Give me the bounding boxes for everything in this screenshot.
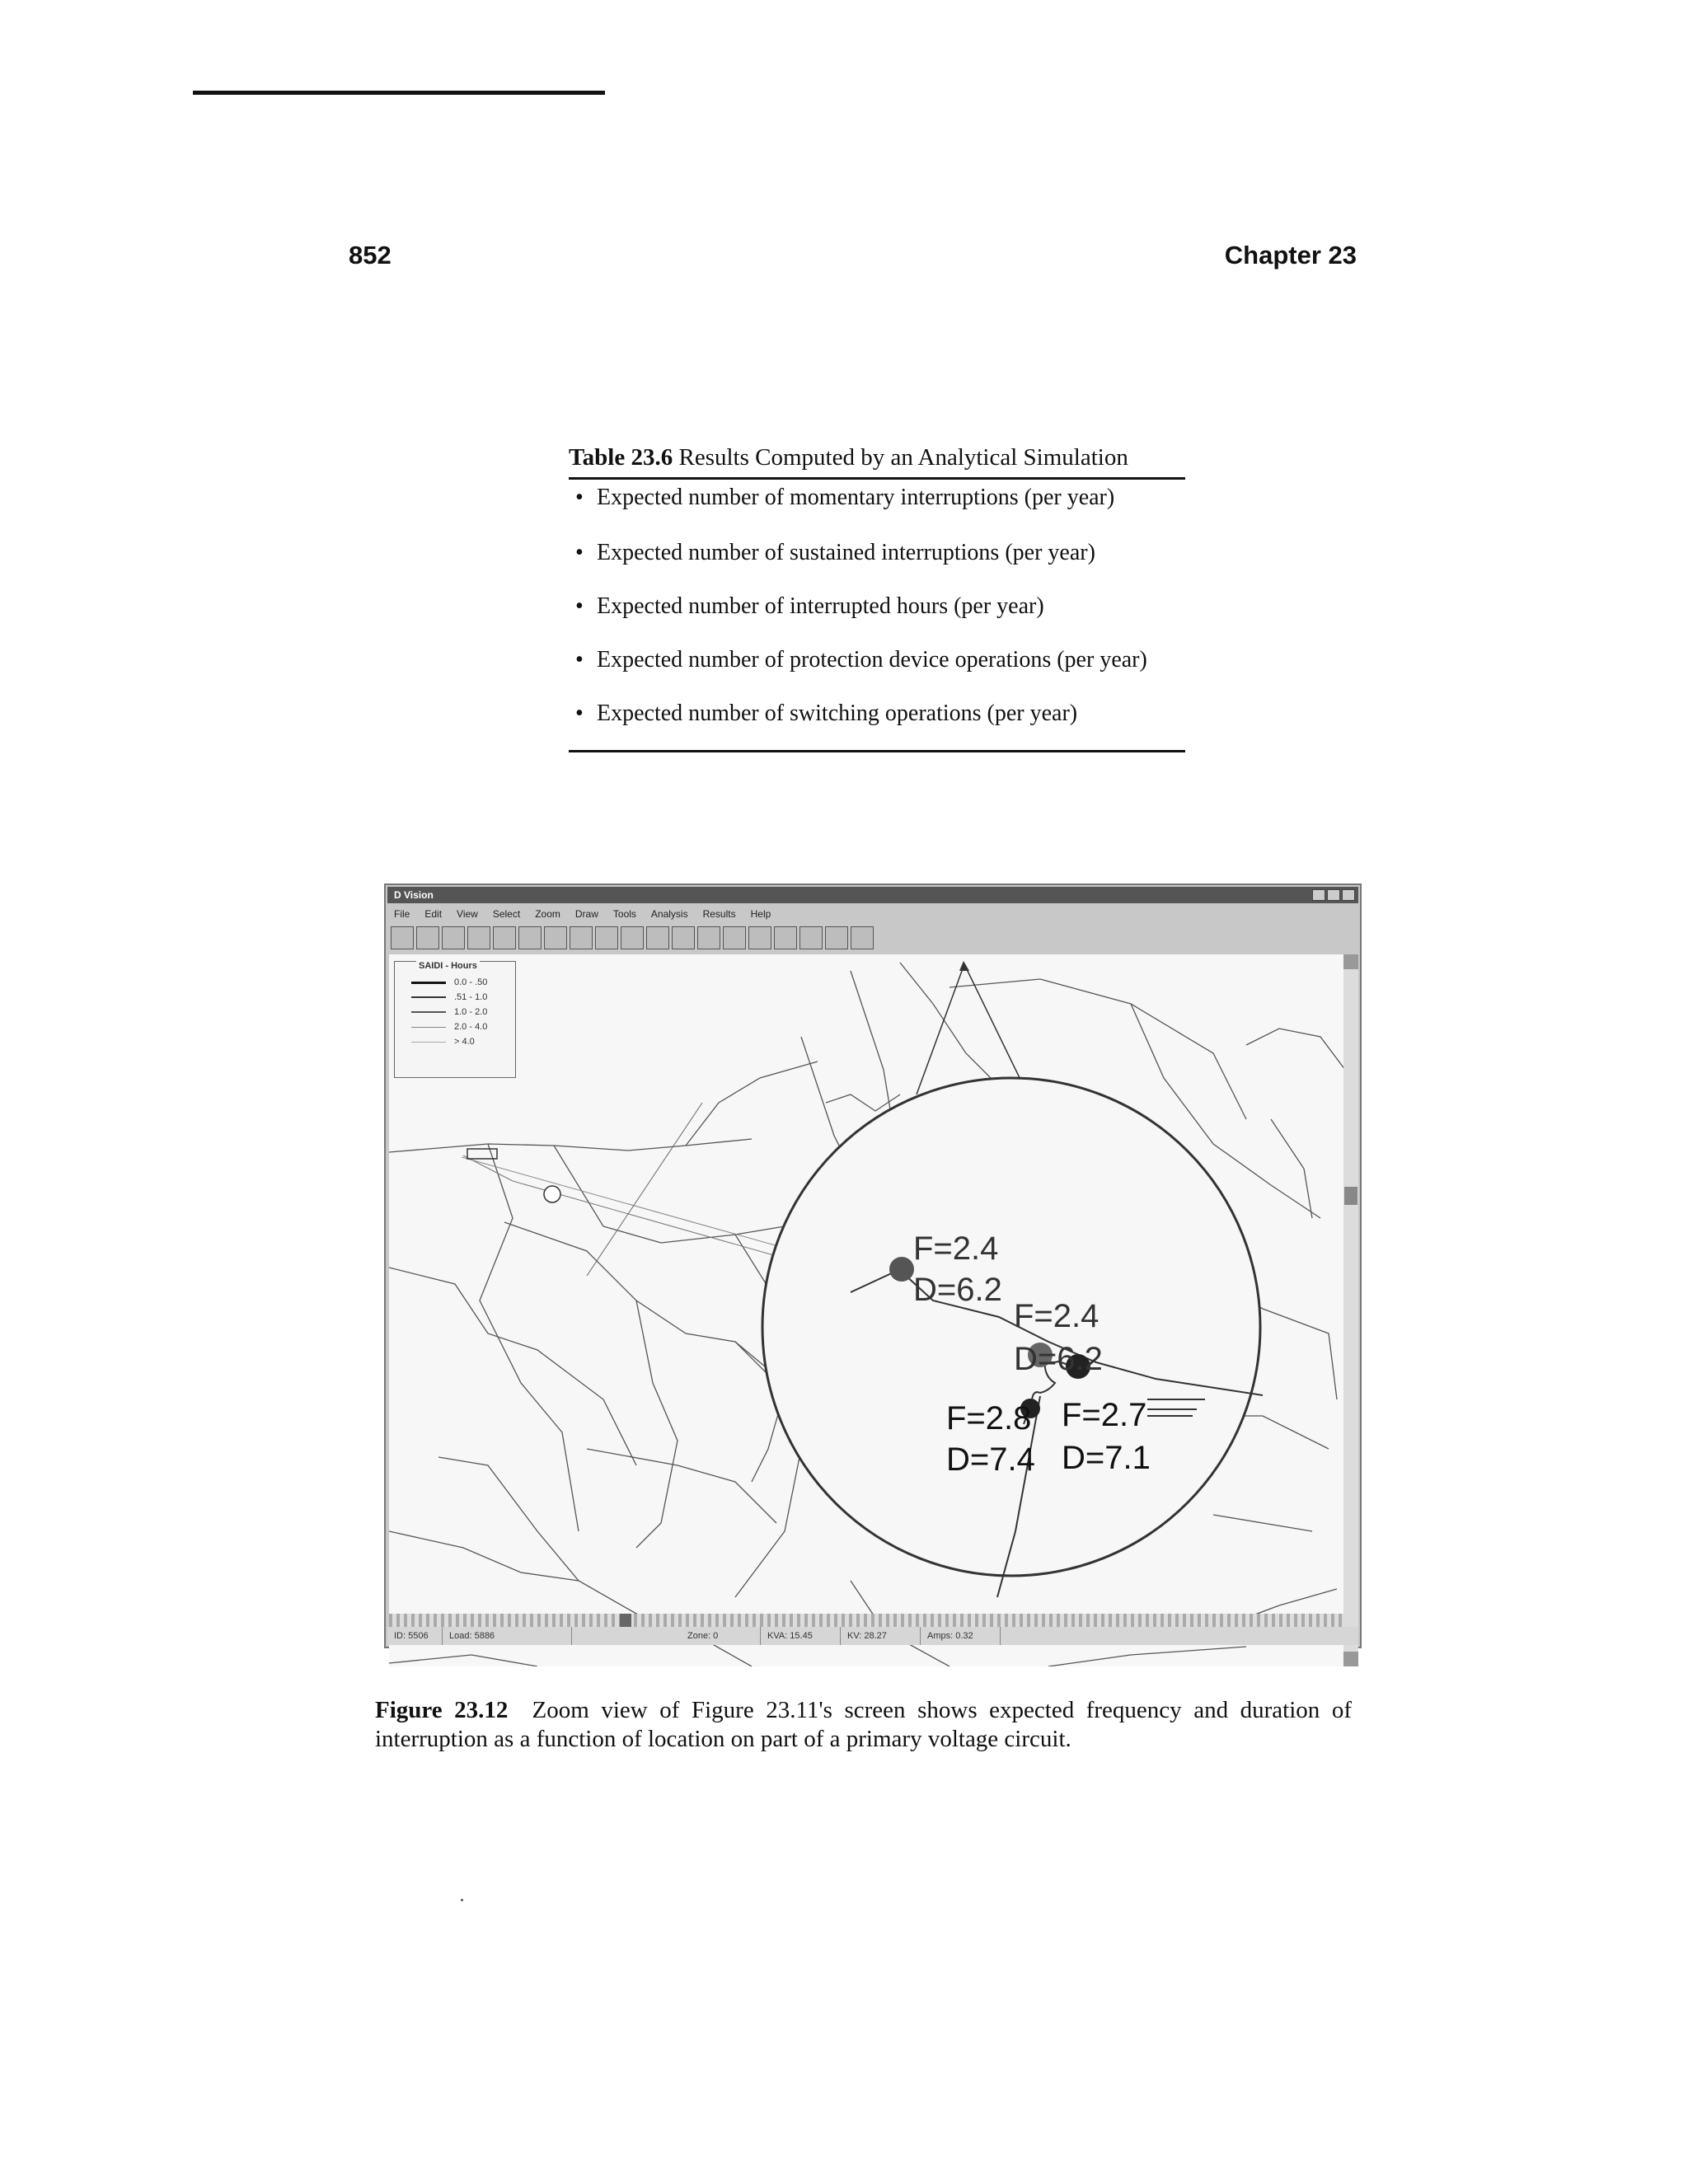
status-load: Load: 5886 xyxy=(443,1627,572,1645)
window-title: D Vision xyxy=(394,889,434,901)
map-view[interactable] xyxy=(389,954,1345,1666)
window-titlebar xyxy=(387,887,1358,903)
table-caption xyxy=(569,441,1185,474)
menu-tools[interactable]: Tools xyxy=(612,908,636,920)
menu-help[interactable]: Help xyxy=(750,908,771,920)
legend-item xyxy=(411,1019,515,1034)
table-label: Table 23.6 xyxy=(569,444,673,471)
legend-label: 1.0 - 2.0 xyxy=(454,1007,488,1017)
results-table xyxy=(569,441,1185,752)
table-item: • Expected number of interrupted hours (per year) xyxy=(569,579,1185,633)
fuse-icon[interactable] xyxy=(646,926,669,949)
status-amps: Amps: 0.32 xyxy=(921,1627,1001,1645)
settings-icon[interactable] xyxy=(825,926,848,949)
table-item: • Expected number of sustained interruptions (per year) xyxy=(569,526,1185,579)
menu-zoom[interactable]: Zoom xyxy=(535,908,560,920)
chapter-header: Chapter 23 xyxy=(1224,241,1357,269)
legend-title: SAIDI - Hours xyxy=(416,961,480,971)
table-bottom-rule xyxy=(569,750,1185,752)
menu-draw[interactable]: Draw xyxy=(574,908,598,920)
switch-icon[interactable] xyxy=(672,926,695,949)
zoom-label-f-1: F=2.4 xyxy=(913,1230,999,1267)
table-item: • Expected number of protection device operations (per year) xyxy=(569,633,1185,687)
legend-label: .51 - 1.0 xyxy=(454,992,488,1002)
figure-label: Figure 23.12 xyxy=(375,1697,509,1723)
breaker-icon[interactable] xyxy=(595,926,618,949)
legend-swatch xyxy=(411,982,446,984)
feeder-map xyxy=(389,954,1345,1666)
legend-swatch xyxy=(411,996,446,998)
status-kv: KV: 28.27 xyxy=(841,1627,921,1645)
horizontal-scroll-thumb[interactable] xyxy=(620,1614,631,1627)
status-kva: KVA: 15.45 xyxy=(761,1627,841,1645)
figure-caption-text: Zoom view of Figure 23.11's screen shows expected frequency and duration of interruption as a function of location on part of a primary voltage circuit. xyxy=(375,1697,1352,1752)
line-alt-icon[interactable] xyxy=(518,926,542,949)
close-icon[interactable] xyxy=(1342,889,1355,901)
legend-label: 2.0 - 4.0 xyxy=(454,1022,488,1032)
legend-swatch xyxy=(411,1027,446,1028)
capacitor-icon[interactable] xyxy=(697,926,720,949)
zoom-label-d-3: D=7.4 xyxy=(946,1441,1035,1478)
zoom-label-f-3: F=2.8 xyxy=(946,1400,1032,1436)
page-number: 852 xyxy=(349,241,392,269)
maximize-icon[interactable] xyxy=(1327,889,1340,901)
zoom-label-d-1: D=6.2 xyxy=(913,1272,1002,1308)
table-items xyxy=(569,481,1185,740)
status-id: ID: 5506 xyxy=(387,1627,443,1645)
scroll-up-icon[interactable] xyxy=(1343,954,1358,969)
legend-item xyxy=(411,975,515,990)
table-top-rule xyxy=(569,477,1185,480)
table-title: Results Computed by an Analytical Simulation xyxy=(678,444,1128,471)
zoom-region-icon[interactable] xyxy=(442,926,465,949)
legend-item xyxy=(411,990,515,1005)
bus-icon[interactable] xyxy=(544,926,567,949)
status-bar xyxy=(387,1627,1358,1645)
menu-analysis[interactable]: Analysis xyxy=(650,908,688,920)
zoom-label-d-4: D=7.1 xyxy=(1062,1440,1151,1476)
zoom-callout xyxy=(762,1078,1263,1597)
zoom-label-d-2: D=6.2 xyxy=(1014,1341,1103,1377)
transformer-icon[interactable] xyxy=(748,926,771,949)
status-zone: Zone: 0 xyxy=(572,1627,761,1645)
legend-label: 0.0 - .50 xyxy=(454,977,488,987)
load-icon[interactable] xyxy=(774,926,797,949)
pointer-icon[interactable] xyxy=(391,926,414,949)
scroll-down-icon[interactable] xyxy=(1343,1652,1358,1666)
top-rule xyxy=(193,91,605,95)
vertical-scroll-thumb[interactable] xyxy=(1344,1187,1357,1205)
regulator-icon[interactable] xyxy=(723,926,746,949)
menu-view[interactable]: View xyxy=(457,908,478,920)
figure-caption xyxy=(375,1696,1352,1754)
menu-select[interactable]: Select xyxy=(492,908,521,920)
recloser-icon[interactable] xyxy=(621,926,644,949)
zoom-label-f-4: F=2.7 xyxy=(1062,1397,1147,1433)
line-icon[interactable] xyxy=(493,926,516,949)
legend-item xyxy=(411,1034,515,1049)
print-icon[interactable] xyxy=(851,926,874,949)
menu-bar xyxy=(387,905,1358,923)
saidi-legend xyxy=(394,961,516,1078)
stray-mark xyxy=(461,1899,463,1901)
legend-item xyxy=(411,1005,515,1019)
vertical-scrollbar[interactable] xyxy=(1343,954,1358,1666)
legend-label: > 4.0 xyxy=(454,1037,475,1047)
software-screenshot xyxy=(384,883,1362,1648)
menu-results[interactable]: Results xyxy=(702,908,736,920)
zoom-label-f-2: F=2.4 xyxy=(1014,1298,1100,1334)
source-icon[interactable] xyxy=(570,926,593,949)
table-item: • Expected number of switching operations (per year) xyxy=(569,687,1185,740)
toolbar xyxy=(391,925,1358,951)
table-item: • Expected number of momentary interruptions (per year) xyxy=(569,481,1185,514)
zoom-icon[interactable] xyxy=(416,926,439,949)
menu-file[interactable]: File xyxy=(394,908,410,920)
generator-icon[interactable] xyxy=(799,926,823,949)
horizontal-scrollbar[interactable] xyxy=(389,1614,1343,1627)
minimize-icon[interactable] xyxy=(1312,889,1325,901)
legend-swatch xyxy=(411,1042,446,1043)
menu-edit[interactable]: Edit xyxy=(424,908,443,920)
legend-swatch xyxy=(411,1011,446,1013)
pan-icon[interactable] xyxy=(467,926,490,949)
